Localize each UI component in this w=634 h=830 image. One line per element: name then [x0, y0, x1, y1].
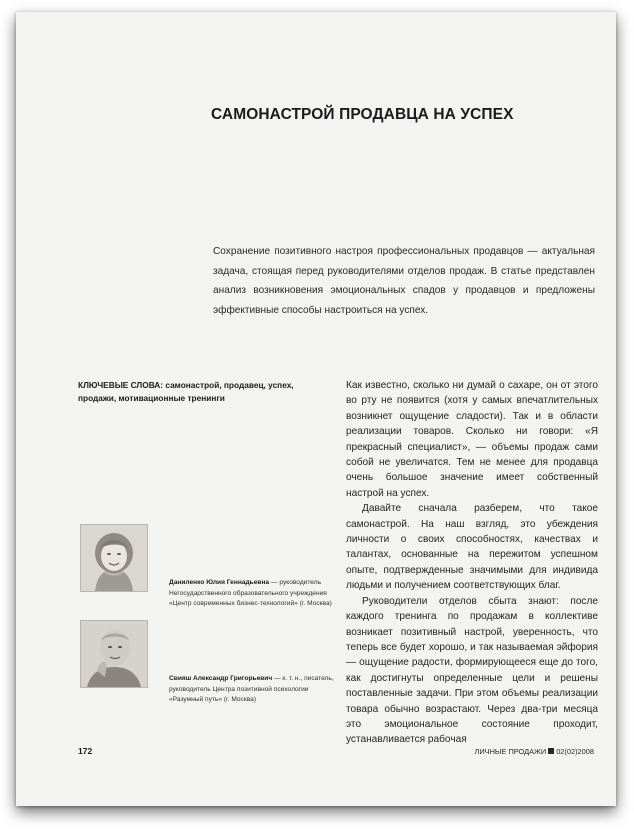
author-description: — руководитель Негосударственного образовательного учреждения «Центр современных бизнес-технологий» (г. Москва) — [169, 579, 332, 608]
journal-page — [16, 12, 616, 806]
author-name: Даниленко Юлия Геннадьевна — [169, 579, 270, 586]
author-bio-sviyash — [169, 674, 339, 706]
issue-number: 02(02)2008 — [556, 747, 594, 756]
article-body — [346, 378, 598, 748]
author-description: — к. т. н., писатель, руководитель Центра позитивной психологии «Разумный путь» (г. Москва) — [169, 675, 334, 704]
square-bullet-icon — [548, 748, 554, 754]
author-photo-danilenko — [80, 524, 148, 592]
author-photo-sviyash — [80, 620, 148, 688]
journal-name: ЛИЧНЫЕ ПРОДАЖИ — [474, 747, 547, 756]
author-portrait-man — [81, 621, 147, 687]
article-abstract: Сохранение позитивного настроя профессиональных продавцов — актуальная задача, стоящая перед руководителями отделов продаж. В статье представлен анализ возникновения эмоциональных спадов у продавцов и предложены эффективные способы настроиться на успех. — [213, 246, 595, 316]
body-paragraph: Руководители отделов сбыта знают: после каждого тренинга по продажам в коллективе возникает позитивный настрой, уверенность, что теперь все будет хорошо, и так называемая эйфория — ощущение радости, формирующееся еще до того, как достигнуты определенные цели и решены поставленные задачи. При этом объемы реализации товара обычно возрастают. Через два-три месяца это эмоциональное состояние проходит, устанавливается рабочая — [346, 595, 598, 746]
body-paragraph: Как известно, сколько ни думай о сахаре, он от этого во рту не появится (хотя у самых впечатлительных возникнет ощущение сладости). Так и в области реализации товаров. Сколько ни говори: «Я прекрасный специалист», — объемы продаж сами собой не увеличатся. Тем не менее для продавца очень большое значение имеет собственный настрой на успех. — [346, 380, 598, 499]
author-portrait-woman — [81, 525, 147, 591]
author-name: Свияш Александр Григорьевич — [169, 675, 273, 682]
keywords: КЛЮЧЕВЫЕ СЛОВА: самонастрой, продавец, успех, продажи, мотивационные тренинги — [78, 380, 294, 403]
page-number: 172 — [78, 746, 93, 756]
article-title: САМОНАСТРОЙ ПРОДАВЦА НА УСПЕХ — [211, 106, 514, 123]
author-bio-danilenko — [169, 578, 339, 610]
body-paragraph: Давайте сначала разберем, что такое самонастрой. На наш взгляд, это убеждения личности о своих способностях, качествах и талантах, основанные на пережитом успешном опыте, подтвержденные значимыми для индивида людьми и получением соответствующих благ. — [346, 503, 598, 592]
running-footer — [475, 747, 595, 756]
